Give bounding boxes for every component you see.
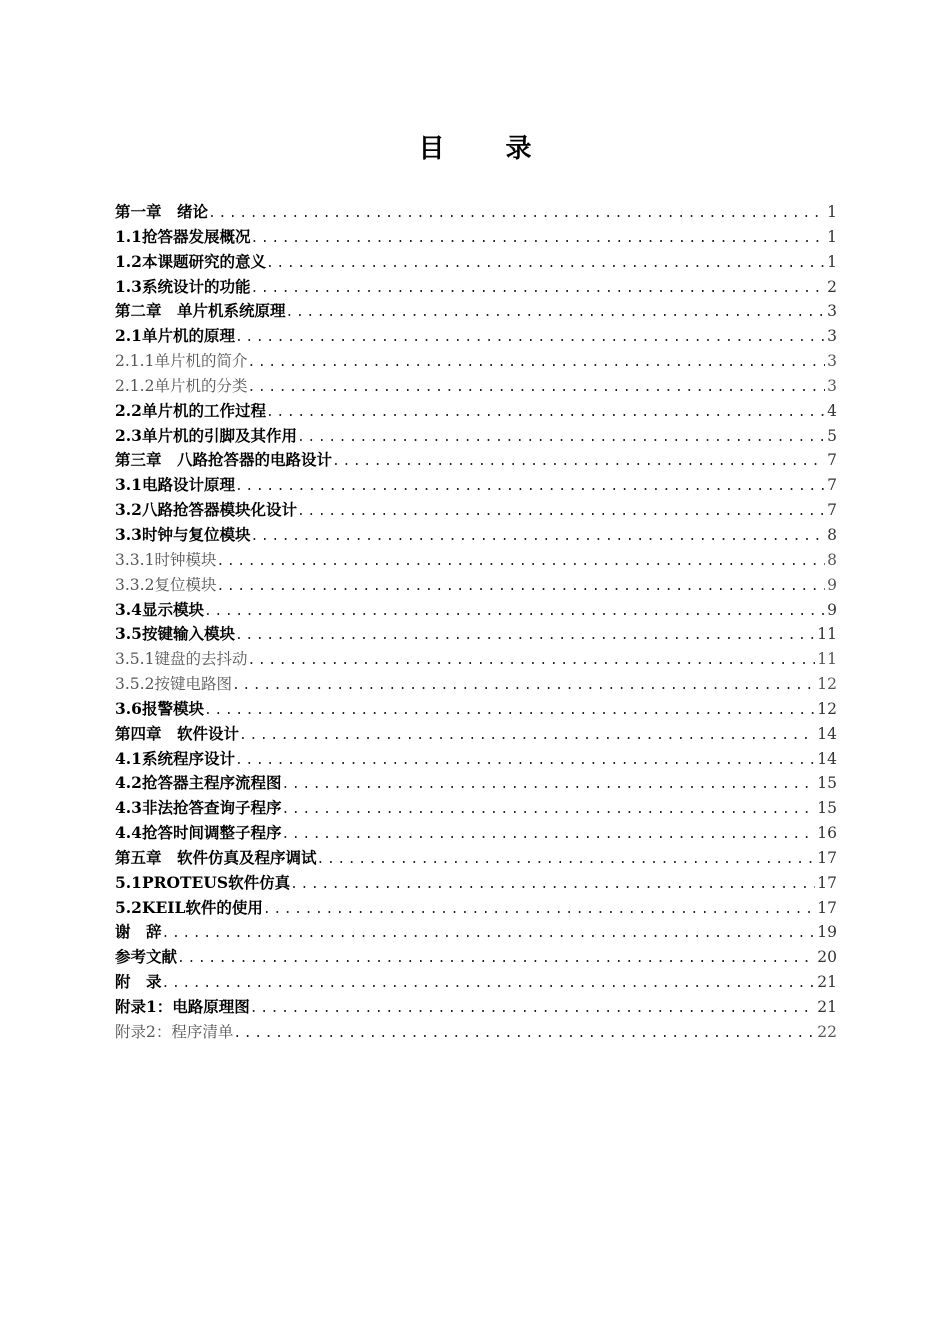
toc-leader-dots — [233, 1022, 815, 1045]
toc-entry-label: 第四章 软件设计 — [115, 723, 240, 743]
toc-entry-label: 2.1单片机的原理 — [115, 326, 235, 346]
toc-entry[interactable] — [115, 995, 837, 1020]
toc-entry-page-number: 8 — [827, 550, 837, 569]
toc-entry-label: 3.5.2按键电路图 — [115, 675, 232, 694]
toc-entry-label: 3.3.2复位模块 — [115, 575, 217, 594]
toc-entry-page-number: 9 — [827, 600, 837, 619]
toc-leader-dots — [235, 624, 815, 647]
toc-entry-page-number: 17 — [817, 848, 837, 867]
toc-leader-dots — [216, 575, 825, 598]
toc-entry[interactable] — [115, 796, 837, 821]
toc-entry-label: 3.2八路抢答器模块化设计 — [115, 500, 297, 520]
toc-leader-dots — [281, 798, 815, 821]
toc-entry-page-number: 19 — [817, 923, 837, 942]
toc-leader-dots — [266, 252, 825, 275]
toc-leader-dots — [281, 823, 815, 846]
toc-entry-label: 3.6报警模块 — [115, 698, 204, 718]
toc-entry-label: 1.3系统设计的功能 — [115, 276, 251, 296]
toc-entry-page-number: 17 — [817, 898, 837, 917]
toc-entry-page-number: 16 — [817, 824, 837, 843]
toc-entry-page-number: 7 — [827, 501, 837, 520]
toc-entry[interactable] — [115, 871, 837, 896]
toc-leader-dots — [250, 997, 815, 1020]
toc-entry[interactable] — [115, 697, 837, 722]
toc-entry-page-number: 12 — [817, 675, 837, 694]
toc-entry-page-number: 17 — [817, 873, 837, 892]
toc-entry-page-number: 15 — [817, 774, 837, 793]
toc-leader-dots — [250, 277, 825, 300]
toc-entry-page-number: 5 — [827, 426, 837, 445]
toc-entry[interactable] — [115, 225, 837, 250]
toc-entry-label: 2.2单片机的工作过程 — [115, 400, 266, 420]
toc-entry-label: 1.2本课题研究的意义 — [115, 251, 266, 271]
toc-leader-dots — [290, 873, 815, 896]
toc-entry-label: 5.2KEIL软件的使用 — [115, 897, 263, 917]
toc-leader-dots — [297, 500, 825, 523]
toc-entry[interactable] — [115, 573, 837, 598]
toc-leader-dots — [247, 351, 825, 374]
toc-entry-label: 4.3非法抢答查询子程序 — [115, 798, 282, 818]
toc-entry[interactable] — [115, 498, 837, 523]
toc-entry-label: 第五章 软件仿真及程序调试 — [115, 847, 317, 867]
toc-entry[interactable] — [115, 299, 837, 324]
toc-leader-dots — [247, 376, 825, 399]
toc-entry-label: 4.2抢答器主程序流程图 — [115, 773, 282, 793]
toc-entry[interactable] — [115, 821, 837, 846]
toc-leader-dots — [317, 848, 816, 871]
toc-entry-label: 3.4显示模块 — [115, 599, 204, 619]
toc-entry[interactable] — [115, 275, 837, 300]
toc-leader-dots — [177, 947, 815, 970]
toc-entry-page-number: 4 — [827, 401, 837, 420]
toc-entry-label: 第三章 八路抢答器的电路设计 — [115, 450, 333, 470]
toc-entry[interactable] — [115, 771, 837, 796]
toc-entry[interactable] — [115, 250, 837, 275]
toc-entry[interactable] — [115, 598, 837, 623]
toc-entry-label: 2.1.2单片机的分类 — [115, 376, 248, 395]
page-title: 目 录 — [418, 134, 558, 164]
toc-entry-page-number: 21 — [817, 998, 837, 1016]
toc-entry-page-number: 12 — [817, 699, 837, 718]
toc-entry-label: 附录1：电路原理图 — [115, 997, 250, 1016]
toc-entry-page-number: 7 — [827, 476, 837, 495]
toc-leader-dots — [286, 301, 826, 324]
toc-entry[interactable] — [115, 970, 837, 995]
toc-entry-label: 2.3单片机的引脚及其作用 — [115, 425, 297, 445]
toc-entry-label: 第二章 单片机系统原理 — [115, 301, 286, 321]
toc-leader-dots — [297, 426, 825, 449]
toc-entry-page-number: 3 — [827, 376, 837, 395]
toc-entry[interactable] — [115, 324, 837, 349]
toc-entry[interactable] — [115, 548, 837, 573]
toc-entry-page-number: 11 — [817, 650, 837, 669]
toc-entry[interactable] — [115, 424, 837, 449]
toc-leader-dots — [263, 898, 815, 921]
toc-entry[interactable] — [115, 846, 837, 871]
toc-entry-label: 第一章 绪论 — [115, 202, 209, 221]
toc-leader-dots — [235, 326, 825, 349]
toc-entry-label: 附 录 — [115, 972, 162, 992]
toc-entry-label: 3.5.1键盘的去抖动 — [115, 650, 248, 669]
toc-leader-dots — [162, 922, 816, 945]
toc-entry-page-number: 11 — [817, 625, 837, 644]
toc-entry-label: 4.4抢答时间调整子程序 — [115, 823, 282, 843]
toc-entry[interactable] — [115, 672, 837, 697]
toc-entry-label: 5.1PROTEUS软件仿真 — [115, 872, 291, 892]
toc-leader-dots — [247, 649, 815, 672]
toc-entry[interactable] — [115, 200, 837, 225]
toc-leader-dots — [208, 202, 825, 225]
toc-entry-page-number: 20 — [817, 948, 837, 967]
toc-entry[interactable] — [115, 374, 837, 399]
toc-leader-dots — [281, 773, 815, 796]
toc-entry[interactable] — [115, 349, 837, 374]
toc-leader-dots — [162, 972, 816, 995]
toc-entry-page-number: 14 — [817, 749, 837, 768]
toc-entry-page-number: 3 — [827, 352, 837, 371]
toc-leader-dots — [235, 749, 815, 772]
toc-leader-dots — [239, 724, 815, 747]
toc-entry-page-number: 2 — [827, 277, 837, 296]
toc-entry-label: 谢 辞 — [115, 922, 162, 942]
toc-leader-dots — [250, 227, 825, 250]
toc-entry-label: 3.1电路设计原理 — [115, 475, 235, 495]
toc-entry[interactable] — [115, 747, 837, 772]
toc-entry[interactable] — [115, 473, 837, 498]
toc-entry-page-number: 22 — [817, 1022, 837, 1041]
toc-entry[interactable] — [115, 647, 837, 672]
toc-entry[interactable] — [115, 399, 837, 424]
toc-entry-label: 3.5按键输入模块 — [115, 624, 235, 644]
toc-entry-page-number: 1 — [827, 252, 837, 271]
toc-entry-label: 参考文献 — [115, 947, 178, 967]
toc-entry-label: 附录2：程序清单 — [115, 1022, 234, 1041]
toc-entry-page-number: 21 — [817, 973, 837, 992]
toc-leader-dots — [235, 475, 825, 498]
toc-entry-page-number: 1 — [827, 203, 837, 221]
toc-entry-page-number: 1 — [827, 227, 837, 246]
toc-entry-page-number: 3 — [827, 302, 837, 321]
toc-entry[interactable] — [115, 945, 837, 970]
toc-entry-page-number: 8 — [827, 525, 837, 544]
toc-entry[interactable] — [115, 920, 837, 945]
toc-leader-dots — [266, 401, 825, 424]
toc-entry-page-number: 7 — [827, 451, 837, 470]
toc-entry[interactable] — [115, 896, 837, 921]
toc-entry[interactable] — [115, 622, 837, 647]
toc-entry-page-number: 15 — [817, 799, 837, 818]
toc-leader-dots — [250, 525, 825, 548]
toc-entry-label: 2.1.1单片机的简介 — [115, 352, 248, 371]
toc-leader-dots — [204, 600, 825, 623]
toc-leader-dots — [232, 674, 815, 697]
toc-entry[interactable] — [115, 523, 837, 548]
toc-entry[interactable] — [115, 448, 837, 473]
toc-entry-label: 4.1系统程序设计 — [115, 748, 235, 768]
toc-entry[interactable] — [115, 1020, 837, 1045]
toc-entry-label: 1.1抢答器发展概况 — [115, 226, 251, 246]
toc-entry-page-number: 3 — [827, 327, 837, 346]
toc-entry-label: 3.3.1时钟模块 — [115, 550, 217, 569]
toc-entry[interactable] — [115, 722, 837, 747]
toc-entry-page-number: 14 — [817, 724, 837, 743]
toc-entry-label: 3.3时钟与复位模块 — [115, 524, 251, 544]
toc-leader-dots — [216, 550, 825, 573]
toc-entry-page-number: 9 — [827, 575, 837, 594]
toc-leader-dots — [332, 450, 825, 473]
toc-leader-dots — [204, 699, 815, 722]
table-of-contents — [115, 200, 837, 1045]
